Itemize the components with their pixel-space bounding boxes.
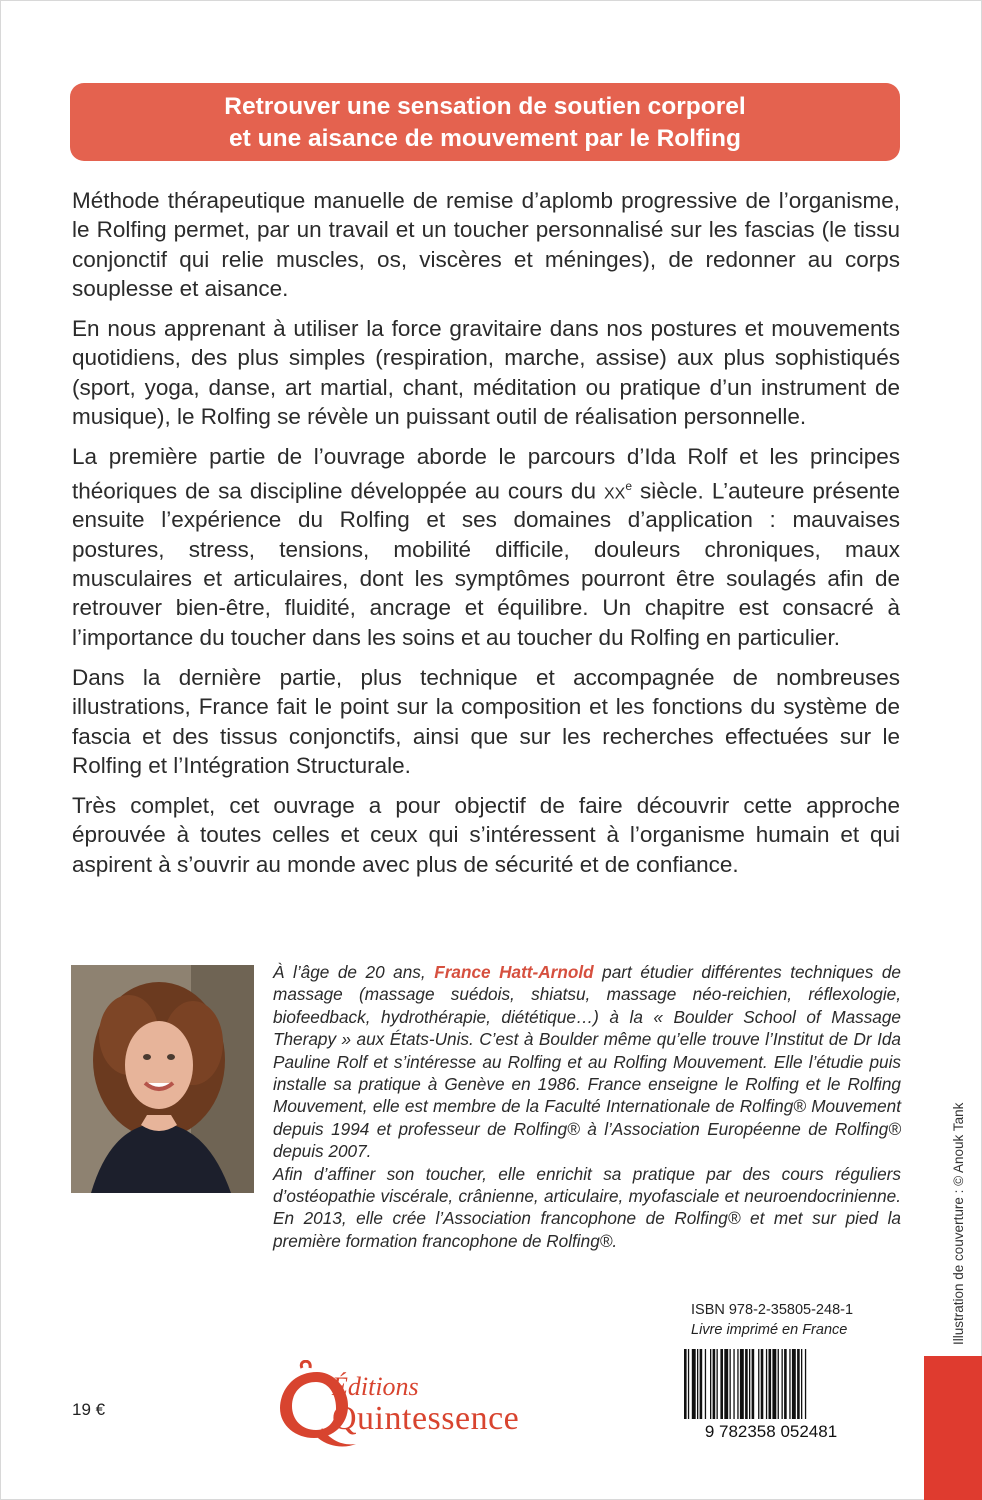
printed-in-france: Livre imprimé en France [691, 1322, 848, 1338]
barcode-bar [745, 1349, 748, 1419]
barcode-bar [733, 1349, 734, 1419]
barcode-bars [684, 1349, 806, 1419]
barcode-bar [688, 1349, 689, 1419]
author-photo [71, 965, 254, 1193]
barcode-bar [752, 1349, 755, 1419]
barcode-bar [805, 1349, 806, 1419]
publisher-logo [272, 1360, 572, 1450]
publisher-line-2: Quintessence [332, 1400, 520, 1437]
author-biography [273, 961, 901, 1252]
paragraph-1: Méthode thérapeutique manuelle de remise d’aplomb progressive de l’organisme, le Rolfing permet, par un travail et un toucher personnalisé sur les fascias (le tissu conjonctif qui relie muscles, os, viscères et méninges), de redonner au corps souplesse et aisance. [72, 188, 900, 301]
barcode-bar [717, 1349, 718, 1419]
headline-banner [70, 83, 900, 161]
cover-illustration-credit: Illustration de couverture : © Anouk Tank [951, 1102, 966, 1345]
red-edge-tab [924, 1356, 982, 1500]
headline-line-2: et une aisance de mouvement par le Rolfing [229, 125, 741, 152]
barcode-bar [700, 1349, 703, 1419]
paragraph-5: Très complet, cet ouvrage a pour objectif de faire découvrir cette approche éprouvée à toutes celles et ceux qui s’intéressent à l’organisme humain et qui aspirent à s’ouvrir au monde avec plus de sécurité et de confiance. [72, 793, 900, 877]
publisher-line-1: Éditions [332, 1372, 419, 1401]
barcode-bar [713, 1349, 716, 1419]
barcode-bar [730, 1349, 731, 1419]
bio-intro: À l’âge de 20 ans, [273, 962, 435, 982]
barcode-bar [724, 1349, 728, 1419]
barcode-bar [684, 1349, 687, 1419]
bio-paragraph-1 [273, 961, 901, 1163]
barcode-bar [769, 1349, 772, 1419]
barcode-bar [792, 1349, 796, 1419]
author-portrait-illustration [71, 965, 254, 1193]
barcode-bar [720, 1349, 723, 1419]
barcode-bar [784, 1349, 787, 1419]
bio-paragraph-2: Afin d’affiner son toucher, elle enrichit sa pratique par des cours réguliers d’ostéopathie viscérale, crânienne, articulaire, myofasciale et neuroendocrinienne. En 2013, elle crée l’Association francophone de Rolfing® et met sur pied la première formation francophone de Rolfing®. [273, 1163, 901, 1251]
paragraph-4: Dans la dernière partie, plus technique et accompagnée de nombreuses illustrations, France fait le point sur la composition et les fonctions du système de fascia et des tissus conjonctifs, ainsi que sur les recherches effectuées sur le Rolfing et l’Intégration Structurale. [72, 664, 900, 778]
price: 19 € [72, 1400, 106, 1419]
barcode-bar [749, 1349, 750, 1419]
barcode-bar [697, 1349, 698, 1419]
century-superscript: e [625, 478, 633, 493]
back-cover-text [72, 186, 900, 890]
barcode [678, 1345, 864, 1440]
barcode-bar [710, 1349, 711, 1419]
paragraph-2: En nous apprenant à utiliser la force gravitaire dans nos postures et mouvements quotidiens, des plus simples (respiration, marche, assise) aux plus sophistiqués (sport, yoga, danse, art martial, chant, méditation ou pratique d’un instrument de musique), le Rolfing se révèle un puissant outil de réalisation personnelle. [72, 316, 900, 430]
barcode-bar [801, 1349, 802, 1419]
barcode-bar [766, 1349, 767, 1419]
barcode-bar [772, 1349, 776, 1419]
paragraph-3 [72, 442, 900, 652]
barcode-bar [737, 1349, 738, 1419]
barcode-bar [692, 1349, 696, 1419]
barcode-bar [797, 1349, 800, 1419]
barcode-bar [740, 1349, 744, 1419]
isbn: ISBN 978-2-35805-248-1 [691, 1302, 854, 1318]
barcode-bar [789, 1349, 790, 1419]
paragraph-3-part-b: siècle. L’auteure présente ensuite l’expérience du Rolfing et ses domaines d’application : mauvaises postures, stress, tensions, mobilité difficile, douleurs chroniques, maux musculaires et articulaires, dont les symptômes pourront être soulagés afin de retrouver bien-être, fluidité, ancrage et équilibre. Un chapitre est consacré à l’importance du toucher dans les soins et au toucher du Rolfing en particulier. [72, 478, 900, 650]
paragraph-3-part-a: La première partie de l’ouvrage aborde le parcours d’Ida Rolf et les principes théoriques de sa discipline développée au cours du [72, 444, 900, 504]
barcode-bar [705, 1349, 706, 1419]
barcode-number: 9 782358 052481 [704, 1422, 838, 1440]
bio-text-1: part étudier différentes techniques de massage (massage suédois, shiatsu, massage néo-reichien, réflexologie, biofeedback, hydrothérapie, diététique…) à la « Boulder School of Massage Therapy » aux États-Unis. C’est à Boulder même qu’elle trouve l’Institut de Dr Ida Pauline Rolf et s’intéresse au Rolfing et au Rolfing Mouvement. Elle l’étudie puis installe sa pratique à Genève en 1986. France enseigne le Rolfing et le Rolfing Mouvement, elle est membre de la Faculté Internationale de Rolfing® Mouvement depuis 1994 et professeur de Rolfing® à l’Association Européenne de Rolfing® depuis 2007. [273, 962, 901, 1162]
headline-line-1: Retrouver une sensation de soutien corporel [224, 93, 746, 120]
barcode-bar [758, 1349, 759, 1419]
barcode-bar [782, 1349, 783, 1419]
barcode-bar [778, 1349, 779, 1419]
century-numeral: xx [603, 478, 626, 504]
barcode-bar [761, 1349, 764, 1419]
author-name: France Hatt-Arnold [434, 962, 594, 982]
